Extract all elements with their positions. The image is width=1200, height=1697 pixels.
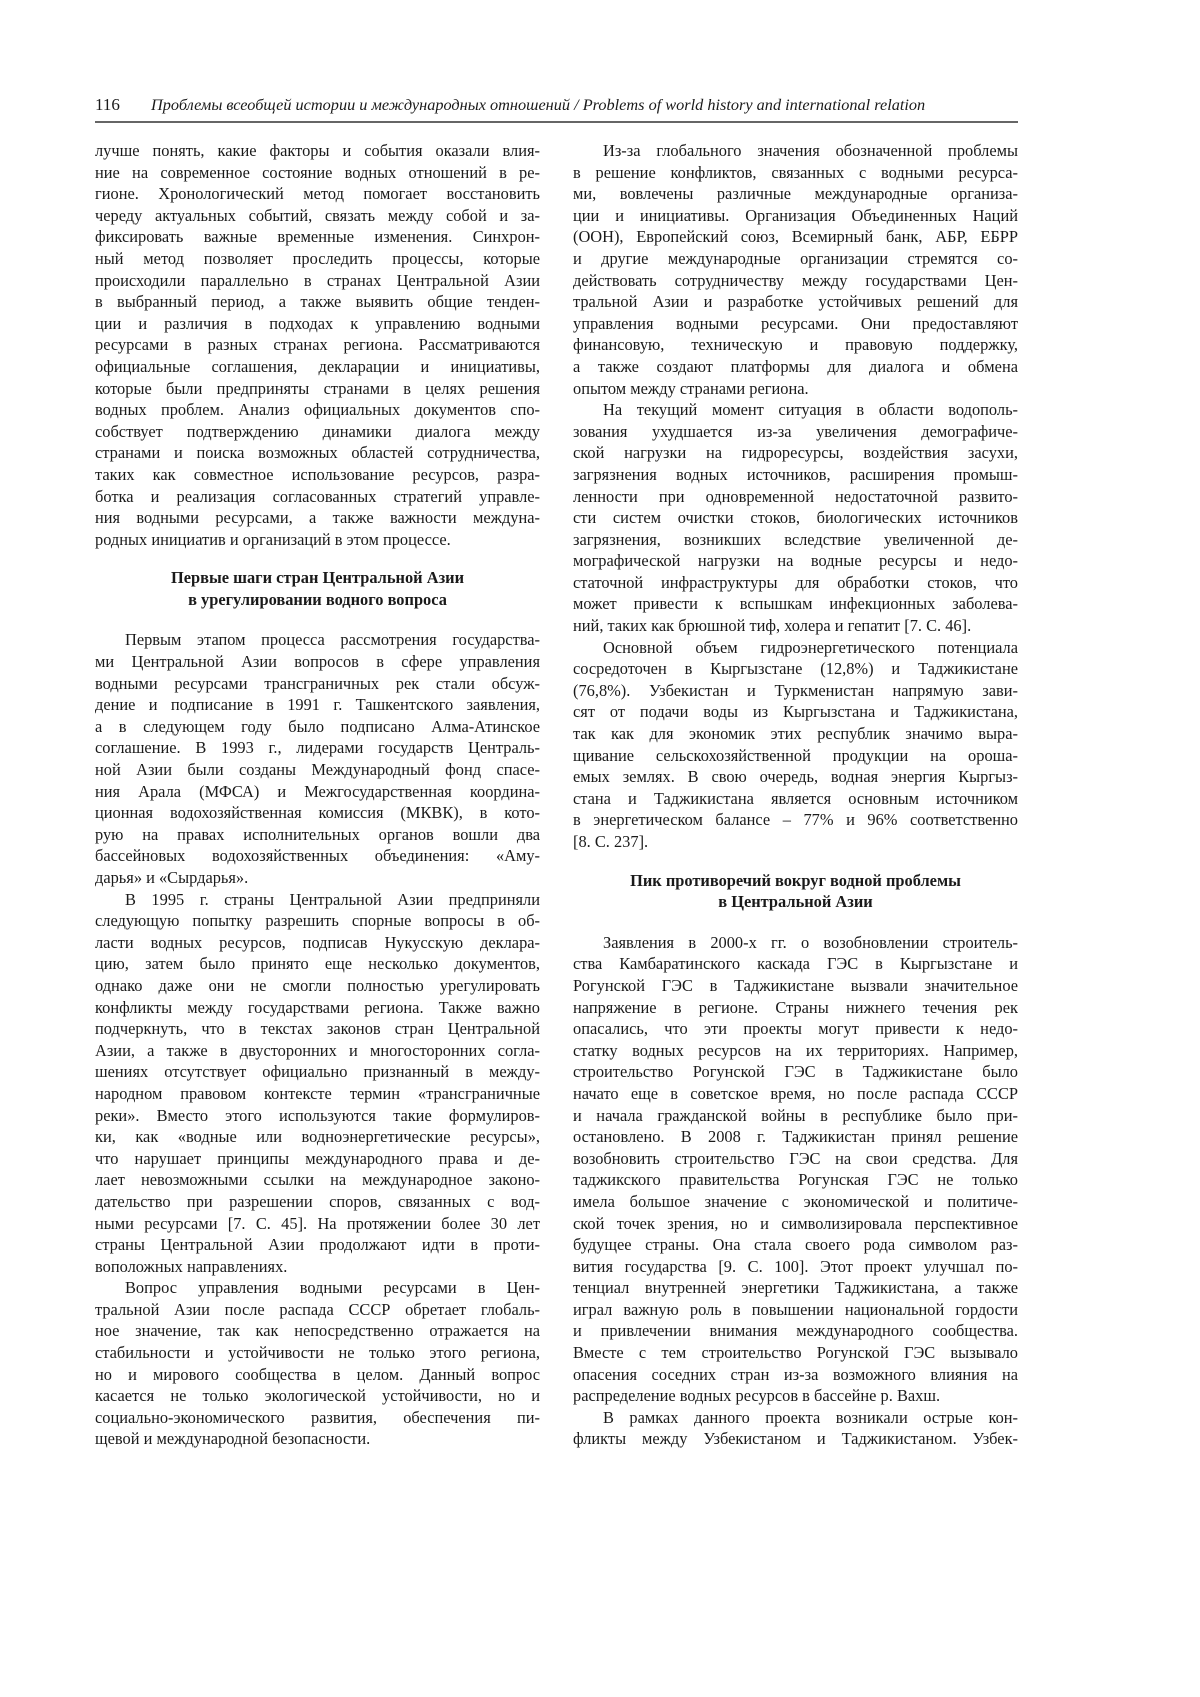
text-line: сти систем очистки стоков, биологических источников [573,507,1018,529]
journal-title: Проблемы всеобщей истории и международных отношений / Problems of world history and international relation [151,95,925,115]
text-line: Основной объем гидроэнергетического потенциала [573,637,1018,659]
text-line: ленности при одновременной недостаточной развито- [573,486,1018,508]
text-line: ботка и реализация согласованных стратегий управле- [95,486,540,508]
text-line: дение и подписание в 1991 г. Ташкентского заявления, [95,694,540,716]
text-line: социально-экономического развития, обеспечения пи- [95,1407,540,1429]
text-line: Из-за глобального значения обозначенной проблемы [573,140,1018,162]
text-line: фиксировать важные временные изменения. Синхрон- [95,226,540,248]
text-line: статку водных ресурсов на их территориях. Например, [573,1040,1018,1062]
heading-line: в урегулировании водного вопроса [95,589,540,611]
text-line: ми Центральной Азии вопросов в сфере управления [95,651,540,673]
section-heading [573,870,1018,913]
text-line: соглашение. В 1993 г., лидерами государств Централь- [95,737,540,759]
text-line: фликты между Узбекистаном и Таджикистаном. Узбек- [573,1428,1018,1450]
text-line: имела большое значение с экономической и политиче- [573,1191,1018,1213]
paragraph [95,140,540,550]
text-line: действовать сотрудничеству между государствами Цен- [573,270,1018,292]
text-line: подчеркнуть, что в текстах законов стран Центральной [95,1018,540,1040]
heading-line: Пик противоречий вокруг водной проблемы [573,870,1018,892]
text-line: реки». Вместо этого используются такие формулиров- [95,1105,540,1127]
text-line: В рамках данного проекта возникали острые кон- [573,1407,1018,1429]
text-line: так как для экономик этих республик значимо выра- [573,723,1018,745]
text-line: загрязнения водных источников, расширения промыш- [573,464,1018,486]
paragraph [573,140,1018,399]
text-line: зования ухудшается из-за увеличения демографиче- [573,421,1018,443]
text-line: загрязнения, возникших вследствие увеличенной де- [573,529,1018,551]
left-column [95,140,540,1450]
text-line: тральной Азии после распада СССР обретает глобаль- [95,1299,540,1321]
text-line: собствует подтверждению динамики диалога между [95,421,540,443]
text-line: ный метод позволяет проследить процессы, которые [95,248,540,270]
heading-line: в Центральной Азии [573,891,1018,913]
text-line: страны Центральной Азии продолжают идти в проти- [95,1234,540,1256]
text-line: что нарушает принципы международного права и де- [95,1148,540,1170]
text-line: опасения соседних стран из-за возможного влияния на [573,1364,1018,1386]
text-line: в энергетическом балансе – 77% и 96% соответственно [573,809,1018,831]
right-column [573,140,1018,1450]
text-line: которые были предприняты странами в целях решения [95,378,540,400]
text-line: сосредоточен в Кыргызстане (12,8%) и Таджикистане [573,658,1018,680]
text-line: таких как совместное использование ресурсов, разра- [95,464,540,486]
text-line: лает невозможными ссылки на международное законо- [95,1169,540,1191]
text-line: ний, таких как брюшной тиф, холера и гепатит [7. С. 46]. [573,615,1018,637]
text-line: стана и Таджикистана является основным источником [573,788,1018,810]
paragraph [573,637,1018,853]
text-line: ния водными ресурсами, а также важности междуна- [95,507,540,529]
text-line: водными ресурсами трансграничных рек стали обсуж- [95,673,540,695]
text-line: дарья» и «Сырдарья». [95,867,540,889]
text-line: Первым этапом процесса рассмотрения государства- [95,629,540,651]
text-line: ное значение, так как непосредственно отражается на [95,1320,540,1342]
text-line: распределение водных ресурсов в бассейне р. Вахш. [573,1385,1018,1407]
text-line: статочной инфраструктуры для обработки стоков, что [573,572,1018,594]
text-line: происходили параллельно в странах Центральной Азии [95,270,540,292]
running-header [95,95,1018,123]
text-line: щевой и международной безопасности. [95,1428,540,1450]
text-line: щивание сельскохозяйственной продукции на ороша- [573,745,1018,767]
text-line: а в следующем году было подписано Алма-Атинское [95,716,540,738]
text-line: касается не только экологической устойчивости, но и [95,1385,540,1407]
text-line: напряжение в регионе. Страны нижнего течения рек [573,997,1018,1019]
text-line: и начала гражданской войны в республике было при- [573,1105,1018,1127]
text-line: возобновить строительство ГЭС на свои средства. Для [573,1148,1018,1170]
text-line: ми, вовлечены различные международные организа- [573,183,1018,205]
text-line: гионе. Хронологический метод помогает восстановить [95,183,540,205]
text-line: ской точек зрения, но и символизировала перспективное [573,1213,1018,1235]
text-line: ние на современное состояние водных отношений в ре- [95,162,540,184]
page-number: 116 [95,95,120,115]
text-line: (ООН), Европейский союз, Всемирный банк, АБР, ЕБРР [573,226,1018,248]
text-line: тенциал внутренней энергетики Таджикистана, а также [573,1277,1018,1299]
text-line: ресурсами в разных странах региона. Рассматриваются [95,334,540,356]
text-line: ласти водных ресурсов, подписав Нукусскую деклара- [95,932,540,954]
text-line: таджикского правительства Рогунская ГЭС не только [573,1169,1018,1191]
text-line: Заявления в 2000-х гг. о возобновлении строитель- [573,932,1018,954]
text-line: Вместе с тем строительство Рогунской ГЭС вызывало [573,1342,1018,1364]
text-line: управления водными ресурсами. Они предоставляют [573,313,1018,335]
heading-line: Первые шаги стран Центральной Азии [95,567,540,589]
text-line: играл важную роль в повышении национальной гордости [573,1299,1018,1321]
text-line: водных проблем. Анализ официальных документов спо- [95,399,540,421]
text-line: ции и инициативы. Организация Объединенных Наций [573,205,1018,227]
text-line: шениях отсутствует официально признанный в между- [95,1061,540,1083]
text-line: и другие международные организации стремятся со- [573,248,1018,270]
text-line: Рогунской ГЭС в Таджикистане вызвали значительное [573,975,1018,997]
text-line: дательство при разрешении споров, связанных с вод- [95,1191,540,1213]
text-line: а также создают платформы для диалога и обмена [573,356,1018,378]
text-line: финансовую, техническую и правовую поддержку, [573,334,1018,356]
text-line: бассейновых водохозяйственных объединения: «Аму- [95,845,540,867]
text-line: будущее страны. Она стала своего рода символом раз- [573,1234,1018,1256]
text-line: остановлено. В 2008 г. Таджикистан принял решение [573,1126,1018,1148]
text-line: в выбранный период, а также выявить общие тенден- [95,291,540,313]
text-line: однако даже они не смогли полностью урегулировать [95,975,540,997]
text-line: (76,8%). Узбекистан и Туркменистан напрямую зави- [573,680,1018,702]
text-line: ской нагрузки на гидроресурсы, воздействия засухи, [573,442,1018,464]
paragraph [573,399,1018,637]
section-heading [95,567,540,610]
text-line: начато еще в советское время, но после распада СССР [573,1083,1018,1105]
text-line: Вопрос управления водными ресурсами в Цен- [95,1277,540,1299]
text-line: конфликты между государствами региона. Также важно [95,997,540,1019]
text-line: стабильности и устойчивости не только этого региона, [95,1342,540,1364]
text-line: но и мирового сообщества в целом. Данный вопрос [95,1364,540,1386]
paragraph [95,1277,540,1450]
text-line: и привлечении внимания международного сообщества. [573,1320,1018,1342]
text-line: строительство Рогунской ГЭС в Таджикистане было [573,1061,1018,1083]
text-line: опытом между странами региона. [573,378,1018,400]
text-line: опасались, что эти проекты могут привести к недо- [573,1018,1018,1040]
text-line: ными ресурсами [7. С. 45]. На протяжении более 30 лет [95,1213,540,1235]
text-line: ной Азии были созданы Международный фонд спасе- [95,759,540,781]
paragraph [95,889,540,1278]
text-line: рую на правах исполнительных органов вошли два [95,824,540,846]
text-line: официальные соглашения, декларации и инициативы, [95,356,540,378]
text-line: ки, как «водные или водноэнергетические ресурсы», [95,1126,540,1148]
text-line: ния Арала (МФСА) и Межгосударственная координа- [95,781,540,803]
text-line: родных инициатив и организаций в этом процессе. [95,529,540,551]
paragraph [573,932,1018,1407]
text-line: ционная водохозяйственная комиссия (МКВК), в кото- [95,802,540,824]
text-line: На текущий момент ситуация в области водополь- [573,399,1018,421]
text-line: ции и различия в подходах к управлению водными [95,313,540,335]
paragraph [573,1407,1018,1450]
text-line: Азии, а также в двусторонних и многосторонних согла- [95,1040,540,1062]
text-line: череду актуальных событий, связать между собой и за- [95,205,540,227]
text-line: странами и поиска возможных областей сотрудничества, [95,442,540,464]
text-line: в решение конфликтов, связанных с водными ресурса- [573,162,1018,184]
text-line: лучше понять, какие факторы и события оказали влия- [95,140,540,162]
text-line: может привести к вспышкам инфекционных заболева- [573,593,1018,615]
text-line: народном правовом контексте термин «трансграничные [95,1083,540,1105]
text-line: емых землях. В свою очередь, водная энергия Кыргыз- [573,766,1018,788]
text-line: цию, затем было принято еще несколько документов, [95,953,540,975]
text-line: [8. С. 237]. [573,831,1018,853]
text-line: вития государства [9. С. 100]. Этот проект улучшал по- [573,1256,1018,1278]
text-line: ства Камбаратинского каскада ГЭС в Кыргызстане и [573,953,1018,975]
text-line: следующую попытку разрешить спорные вопросы в об- [95,910,540,932]
text-line: В 1995 г. страны Центральной Азии предприняли [95,889,540,911]
text-line: тральной Азии и разработке устойчивых решений для [573,291,1018,313]
paragraph [95,629,540,888]
text-line: мографической нагрузки на водные ресурсы и недо- [573,550,1018,572]
text-line: сят от подачи воды из Кыргызстана и Таджикистана, [573,701,1018,723]
text-line: воположных направлениях. [95,1256,540,1278]
